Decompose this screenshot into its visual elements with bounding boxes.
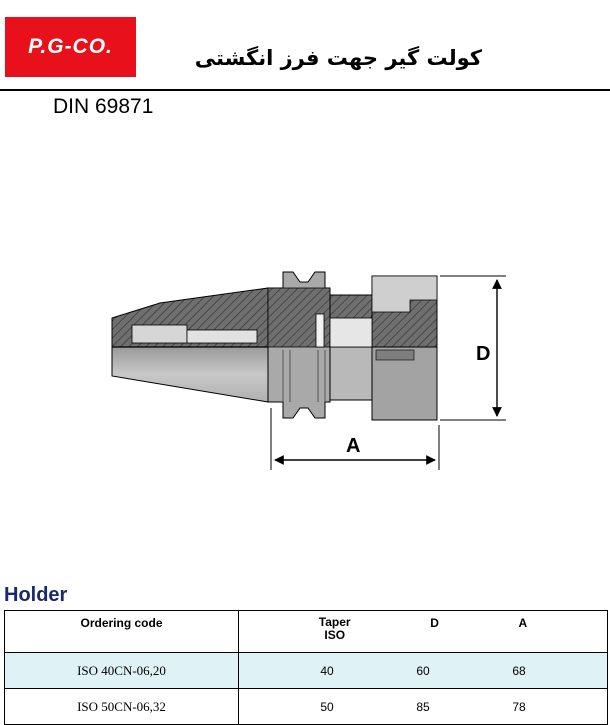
row-ordering-code: ISO 50CN-06,32 bbox=[5, 689, 239, 725]
taper-bore bbox=[132, 325, 187, 343]
row-ordering-code: ISO 40CN-06,20 bbox=[5, 653, 239, 689]
row-d: 85 bbox=[416, 699, 430, 714]
dimension-d-label: D bbox=[476, 343, 491, 365]
row-values bbox=[239, 689, 608, 725]
row-taper: 40 bbox=[320, 663, 334, 678]
row-values bbox=[239, 653, 608, 689]
section-heading: Holder bbox=[4, 584, 68, 606]
dimension-a-label: A bbox=[346, 435, 361, 457]
row-a: 78 bbox=[512, 699, 526, 714]
header-ordering-code: Ordering code bbox=[5, 611, 239, 653]
header-d: D bbox=[430, 616, 439, 630]
header-taper-line1: Taper bbox=[318, 615, 351, 629]
table-row bbox=[5, 689, 608, 725]
table-row bbox=[5, 653, 608, 689]
specification-table bbox=[4, 610, 608, 725]
logo-text: P.G-CO. bbox=[28, 35, 113, 58]
page-title: کولت گیر جهت فرز انگشتی bbox=[194, 46, 482, 70]
standard-label: DIN 69871 bbox=[53, 95, 154, 118]
header-a: A bbox=[518, 616, 528, 630]
header-dimensions bbox=[239, 611, 608, 653]
row-taper: 50 bbox=[320, 699, 334, 714]
row-d: 60 bbox=[416, 663, 430, 678]
row-a: 68 bbox=[512, 663, 526, 678]
header-taper-line2: ISO bbox=[324, 628, 346, 642]
header-taper bbox=[319, 616, 351, 642]
table-header-row bbox=[5, 611, 608, 653]
taper-lower-half bbox=[112, 347, 268, 402]
